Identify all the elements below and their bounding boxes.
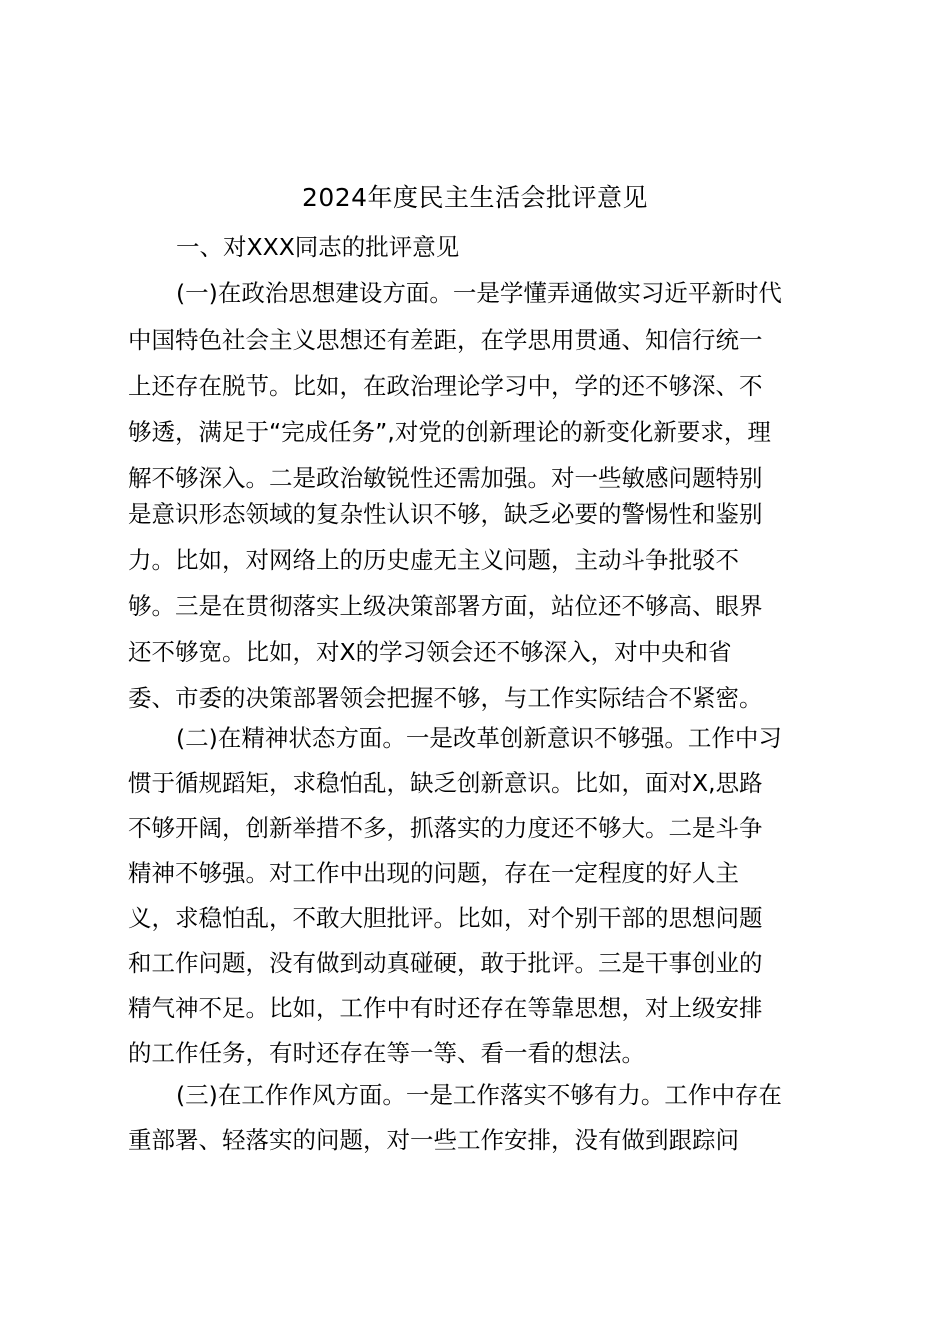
paragraph-line: 中国特色社会主义思想还有差距，在学思用贯通、知信行统一 xyxy=(128,326,763,354)
paragraph-line: 不够开阔，创新举措不多，抓落实的力度还不够大。二是斗争 xyxy=(128,814,763,842)
document-title: 2024年度民主生活会批评意见 xyxy=(301,183,649,212)
paragraph-line: 够。三是在贯彻落实上级决策部署方面，站位还不够高、眼界 xyxy=(128,592,763,620)
paragraph-line: 精神不够强。对工作中出现的问题，存在一定程度的好人主 xyxy=(128,859,739,887)
paragraph-line: (三)在工作作风方面。一是工作落实不够有力。工作中存在 xyxy=(176,1081,782,1109)
paragraph-line: 还不够宽。比如，对X的学习领会还不够深入，对中央和省 xyxy=(128,638,732,666)
paragraph-line: 委、市委的决策部署领会把握不够，与工作实际结合不紧密。 xyxy=(128,684,763,712)
paragraph-line: (一)在政治思想建设方面。一是学懂弄通做实习近平新时代 xyxy=(176,279,782,307)
paragraph-line: 够透，满足于“完成任务”,对党的创新理论的新变化新要求，理 xyxy=(128,418,771,446)
paragraph-line: 解不够深入。二是政治敏锐性还需加强。对一些敏感问题特别 xyxy=(128,464,763,492)
paragraph-line: 是意识形态领域的复杂性认识不够，缺乏必要的警惕性和鉴别 xyxy=(128,500,763,528)
paragraph-line: 义，求稳怕乱，不敢大胆批评。比如，对个别干部的思想问题 xyxy=(128,904,763,932)
paragraph-line: 力。比如，对网络上的历史虚无主义问题，主动斗争批驳不 xyxy=(128,546,739,574)
section-heading: 一、对XXX同志的批评意见 xyxy=(176,233,460,261)
paragraph-line: 的工作任务，有时还存在等一等、看一看的想法。 xyxy=(128,1039,645,1067)
paragraph-line: 重部署、轻落实的问题，对一些工作安排，没有做到跟踪问 xyxy=(128,1126,739,1154)
paragraph-line: (二)在精神状态方面。一是改革创新意识不够强。工作中习 xyxy=(176,724,782,752)
paragraph-line: 和工作问题，没有做到动真碰硬，敢于批评。三是干事创业的 xyxy=(128,949,763,977)
paragraph-line: 上还存在脱节。比如，在政治理论学习中，学的还不够深、不 xyxy=(128,372,763,400)
paragraph-line: 精气神不足。比如，工作中有时还存在等靠思想，对上级安排 xyxy=(128,994,763,1022)
paragraph-line: 惯于循规蹈矩，求稳怕乱，缺乏创新意识。比如，面对X,思路 xyxy=(128,769,763,797)
